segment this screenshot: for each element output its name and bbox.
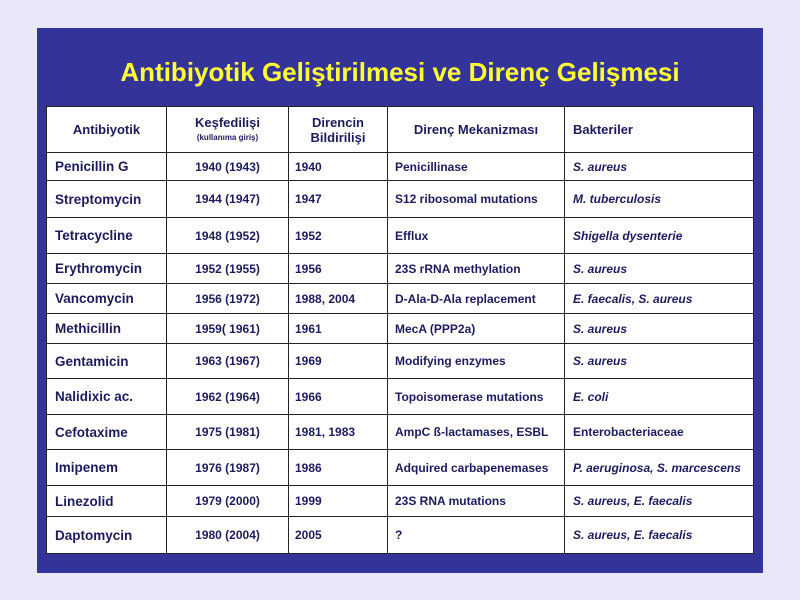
discovery-year-cell: 1975 (1981) bbox=[167, 415, 289, 450]
antibiotic-name-cell: Nalidixic ac. bbox=[47, 379, 167, 415]
antibiotic-name-cell: Vancomycin bbox=[47, 284, 167, 314]
discovery-year-cell: 1979 (2000) bbox=[167, 486, 289, 517]
resistance-reported-cell: 1947 bbox=[289, 181, 388, 218]
table-body bbox=[47, 153, 754, 554]
antibiotic-name-cell: Streptomycin bbox=[47, 181, 167, 218]
discovery-year-cell: 1940 (1943) bbox=[167, 153, 289, 181]
antibiotic-name-cell: Penicillin G bbox=[47, 153, 167, 181]
header-discovery-note: (kullanıma giriş) bbox=[196, 132, 259, 142]
antibiotic-name-cell: Daptomycin bbox=[47, 517, 167, 554]
header-bacteria-label: Bakteriler bbox=[573, 122, 633, 137]
table-row bbox=[47, 218, 754, 254]
discovery-year-cell: 1962 (1964) bbox=[167, 379, 289, 415]
resistance-mechanism-cell: AmpC ß-lactamases, ESBL bbox=[388, 415, 565, 450]
resistance-reported-cell: 1969 bbox=[289, 344, 388, 379]
resistance-reported-cell: 1966 bbox=[289, 379, 388, 415]
discovery-year-cell: 1963 (1967) bbox=[167, 344, 289, 379]
resistance-mechanism-cell: 23S RNA mutations bbox=[388, 486, 565, 517]
resistance-mechanism-cell: 23S rRNA methylation bbox=[388, 254, 565, 284]
discovery-year-cell: 1952 (1955) bbox=[167, 254, 289, 284]
header-bacteria bbox=[565, 107, 754, 153]
resistance-reported-cell: 1961 bbox=[289, 314, 388, 344]
header-mechanism bbox=[388, 107, 565, 153]
antibiotic-name-cell: Imipenem bbox=[47, 450, 167, 486]
table-row bbox=[47, 314, 754, 344]
antibiotic-name-cell: Methicillin bbox=[47, 314, 167, 344]
bacteria-cell: Shigella dysenterie bbox=[565, 218, 754, 254]
bacteria-cell: S. aureus bbox=[565, 344, 754, 379]
antibiotic-name-cell: Tetracycline bbox=[47, 218, 167, 254]
antibiotic-name-cell: Gentamicin bbox=[47, 344, 167, 379]
bacteria-cell: S. aureus, E. faecalis bbox=[565, 486, 754, 517]
table-row bbox=[47, 415, 754, 450]
header-resistance-line1: Direncin bbox=[311, 114, 364, 130]
header-antibiotic bbox=[47, 107, 167, 153]
bacteria-cell: S. aureus bbox=[565, 314, 754, 344]
resistance-mechanism-cell: MecA (PPP2a) bbox=[388, 314, 565, 344]
header-resistance-line2: Bildirilişi bbox=[310, 129, 366, 145]
resistance-reported-cell: 1952 bbox=[289, 218, 388, 254]
slide-title: Antibiyotik Geliştirilmesi ve Direnç Gelişmesi bbox=[120, 57, 680, 87]
bacteria-cell: S. aureus, E. faecalis bbox=[565, 517, 754, 554]
resistance-mechanism-cell: ? bbox=[388, 517, 565, 554]
header-antibiotic-label: Antibiyotik bbox=[72, 122, 141, 137]
resistance-mechanism-cell: Modifying enzymes bbox=[388, 344, 565, 379]
resistance-mechanism-cell: Adquired carbapenemases bbox=[388, 450, 565, 486]
table-row bbox=[47, 284, 754, 314]
antibiotic-name-cell: Cefotaxime bbox=[47, 415, 167, 450]
resistance-reported-cell: 1940 bbox=[289, 153, 388, 181]
resistance-reported-cell: 1981, 1983 bbox=[289, 415, 388, 450]
discovery-year-cell: 1944 (1947) bbox=[167, 181, 289, 218]
header-discovery bbox=[167, 107, 289, 153]
table-row bbox=[47, 153, 754, 181]
header-resistance-reported bbox=[289, 107, 388, 153]
resistance-mechanism-cell: Topoisomerase mutations bbox=[388, 379, 565, 415]
table-row bbox=[47, 450, 754, 486]
resistance-mechanism-cell: S12 ribosomal mutations bbox=[388, 181, 565, 218]
bacteria-cell: S. aureus bbox=[565, 254, 754, 284]
table-header-row bbox=[47, 107, 754, 153]
antibiotic-name-cell: Linezolid bbox=[47, 486, 167, 517]
resistance-mechanism-cell: D-Ala-D-Ala replacement bbox=[388, 284, 565, 314]
discovery-year-cell: 1948 (1952) bbox=[167, 218, 289, 254]
resistance-reported-cell: 1999 bbox=[289, 486, 388, 517]
antibiotic-name-cell: Erythromycin bbox=[47, 254, 167, 284]
header-mechanism-label: Direnç Mekanizması bbox=[413, 122, 539, 137]
table-row bbox=[47, 486, 754, 517]
bacteria-cell: P. aeruginosa, S. marcescens bbox=[565, 450, 754, 486]
antibiotic-resistance-table bbox=[46, 106, 754, 554]
bacteria-cell: Enterobacteriaceae bbox=[565, 415, 754, 450]
resistance-mechanism-cell: Penicillinase bbox=[388, 153, 565, 181]
discovery-year-cell: 1980 (2004) bbox=[167, 517, 289, 554]
resistance-reported-cell: 1986 bbox=[289, 450, 388, 486]
header-discovery-label: Keşfedilişi bbox=[194, 114, 261, 130]
resistance-reported-cell: 2005 bbox=[289, 517, 388, 554]
bacteria-cell: E. faecalis, S. aureus bbox=[565, 284, 754, 314]
resistance-reported-cell: 1988, 2004 bbox=[289, 284, 388, 314]
resistance-mechanism-cell: Efflux bbox=[388, 218, 565, 254]
bacteria-cell: E. coli bbox=[565, 379, 754, 415]
resistance-reported-cell: 1956 bbox=[289, 254, 388, 284]
table-row bbox=[47, 254, 754, 284]
discovery-year-cell: 1959( 1961) bbox=[167, 314, 289, 344]
table-row bbox=[47, 379, 754, 415]
discovery-year-cell: 1956 (1972) bbox=[167, 284, 289, 314]
discovery-year-cell: 1976 (1987) bbox=[167, 450, 289, 486]
bacteria-cell: M. tuberculosis bbox=[565, 181, 754, 218]
table-row bbox=[47, 181, 754, 218]
bacteria-cell: S. aureus bbox=[565, 153, 754, 181]
table-row bbox=[47, 517, 754, 554]
table-row bbox=[47, 344, 754, 379]
